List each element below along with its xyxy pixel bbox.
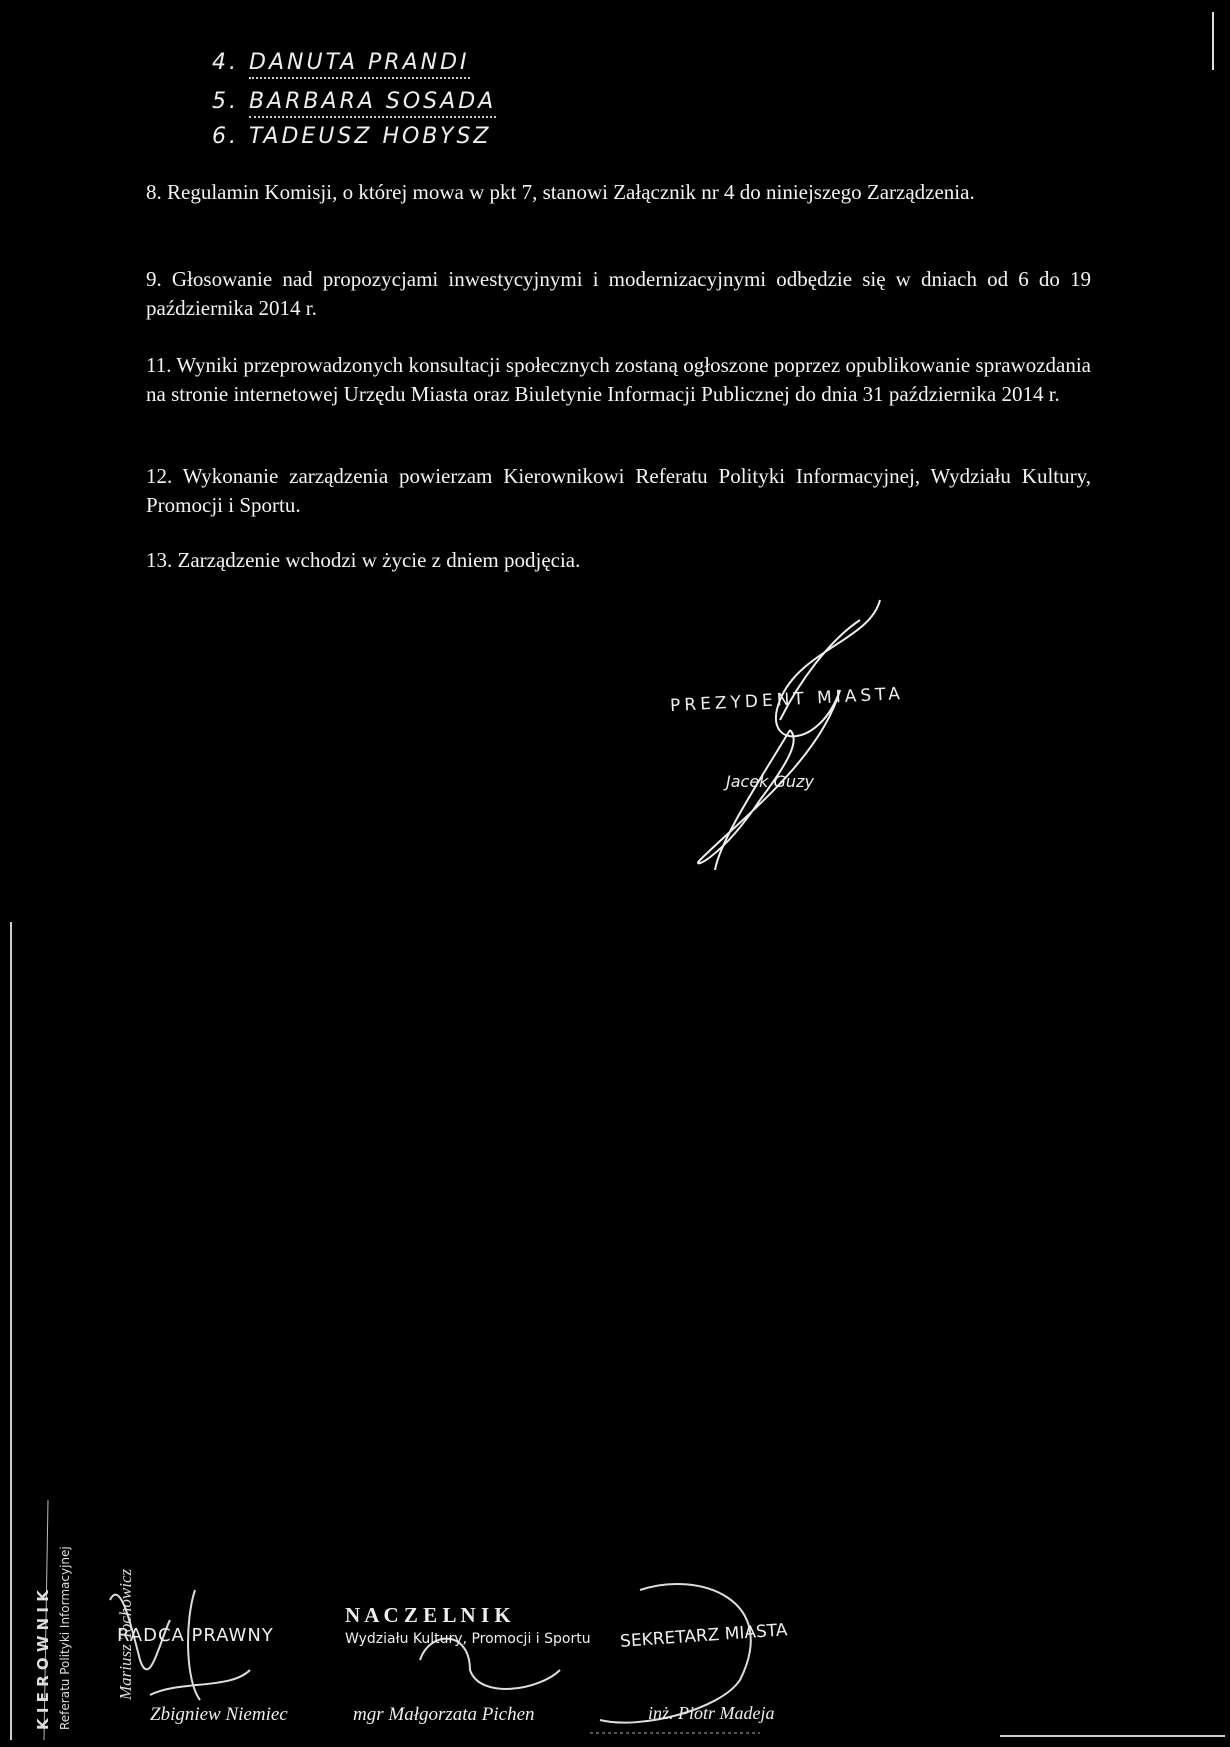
member-number: 4. — [212, 50, 239, 75]
member-number: 5. — [212, 89, 239, 114]
naczelnik-stamp-name: mgr Małgorzata Pichen — [353, 1704, 535, 1725]
paragraph-number: 12. — [146, 464, 173, 488]
member-name: BARBARA SOSADA — [249, 89, 496, 118]
kierownik-stamp-title: K I E R O W N I K — [34, 1590, 52, 1730]
paragraph-number: 8. — [146, 180, 162, 204]
paragraph-text: Wykonanie zarządzenia powierzam Kierownikowi Referatu Polityki Informacyjnej, Wydziału Kultury, Promocji i Sportu. — [146, 464, 1092, 517]
paragraph-text: Głosowanie nad propozycjami inwestycyjnymi i modernizacyjnymi odbędzie się w dniach od 6 do 19 października 2014 r. — [146, 267, 1091, 320]
member-number: 6. — [212, 124, 239, 149]
paragraph-text: Wyniki przeprowadzonych konsultacji społecznych zostaną ogłoszone poprzez opublikowanie sprawozdania na stronie internetowej Urzędu Miasta oraz Biuletynie Informacji Publicznej do dnia 31 października 2014 r. — [146, 353, 1091, 406]
naczelnik-stamp-title: N A C Z E L N I K — [345, 1603, 511, 1627]
paragraph-number: 9. — [146, 267, 162, 291]
paragraph-text: Zarządzenie wchodzi w życie z dniem podjęcia. — [177, 548, 581, 572]
radca-stamp-name: Zbigniew Niemiec — [150, 1704, 288, 1725]
president-stamp-title: PREZYDENT MIASTA — [669, 683, 905, 717]
naczelnik-stamp-dept: Wydziału Kultury, Promocji i Sportu — [345, 1631, 591, 1647]
sekretarz-stamp-name: inż. Piotr Madeja — [648, 1703, 775, 1723]
kierownik-stamp-name: Mariusz Tochowicz — [116, 1568, 135, 1700]
radca-stamp-title: RADCA PRAWNY — [117, 1625, 274, 1646]
kierownik-stamp-dept: Referatu Polityki Informacyjnej — [58, 1546, 72, 1730]
sekretarz-stamp-title: SEKRETARZ MIASTA — [619, 1620, 789, 1652]
paragraph-number: 11. — [146, 353, 172, 377]
member-name: TADEUSZ HOBYSZ — [249, 124, 492, 149]
president-signature — [698, 600, 880, 870]
paragraph-number: 13. — [146, 548, 173, 572]
president-stamp-name: Jacek Guzy — [726, 772, 814, 791]
member-name: DANUTA PRANDI — [249, 50, 470, 79]
paragraph-text: Regulamin Komisji, o której mowa w pkt 7, stanowi Załącznik nr 4 do niniejszego Zarządzenia. — [167, 180, 975, 204]
